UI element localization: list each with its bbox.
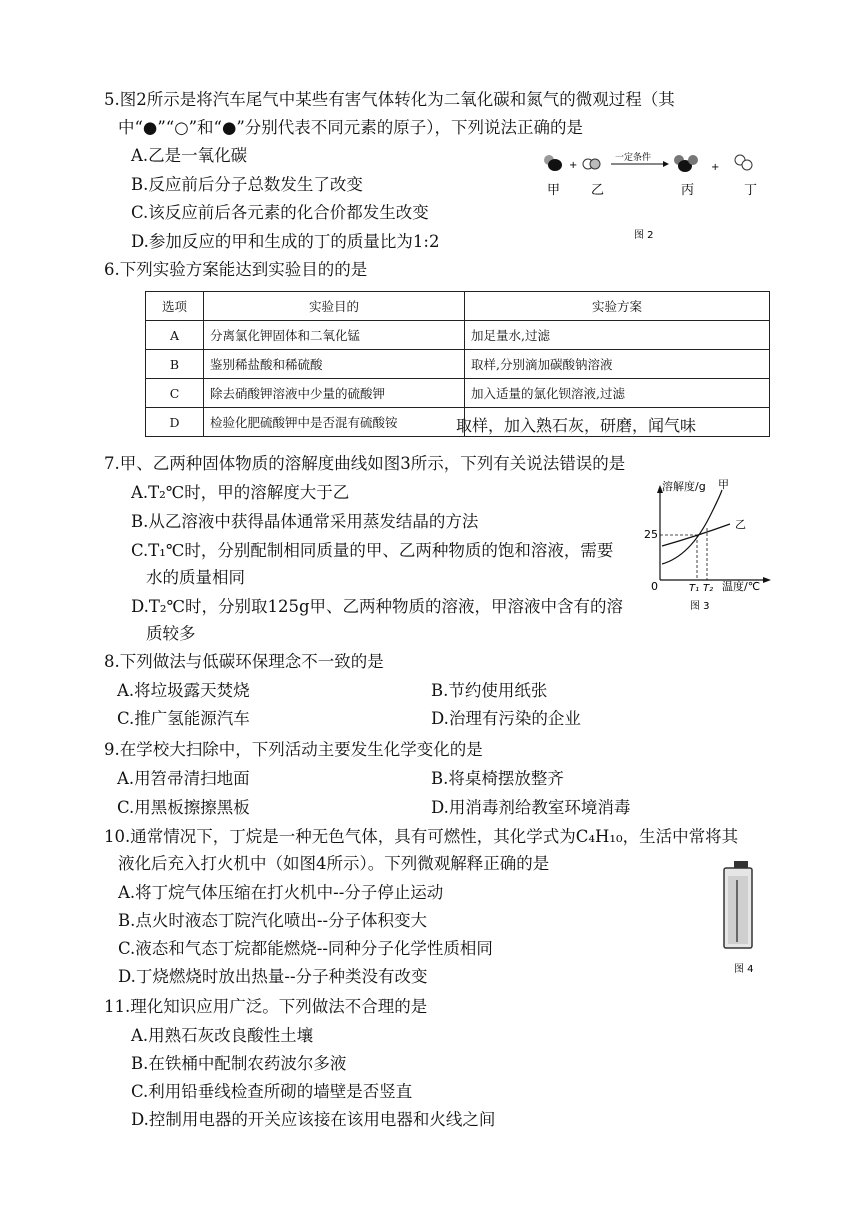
q7-stem: 7.甲、乙两种固体物质的溶解度曲线如图3所示，下列有关说法错误的是	[104, 454, 626, 473]
q5-option-a: A.乙是一氧化碳	[131, 146, 248, 165]
q5-option-c: C.该反应前后各元素的化合价都发生改变	[131, 203, 429, 222]
figure-3-solubility-curve	[638, 478, 778, 618]
svg-text:+: +	[569, 160, 578, 171]
q5-option-b: B.反应前后分子总数发生了改变	[131, 175, 363, 194]
q9-stem: 9.在学校大扫除中，下列活动主要发生化学变化的是	[104, 740, 483, 759]
row-option: B	[146, 350, 204, 379]
table-row	[146, 321, 770, 350]
q5-option-d: D.参加反应的甲和生成的丁的质量比为1:2	[131, 232, 440, 251]
q7-option-a: A.T₂℃时，甲的溶解度大于乙	[131, 483, 350, 502]
lighter-liquid-icon	[728, 876, 748, 944]
figure-4-lighter	[720, 858, 770, 978]
series-label-jia: 甲	[718, 478, 729, 491]
row-purpose: 鉴别稀盐酸和稀硫酸	[204, 350, 465, 379]
table-header-row	[146, 292, 770, 321]
figure-4-caption: 图 4	[734, 964, 754, 975]
row-option: C	[146, 379, 204, 408]
q9-option-a: A.用笤帚清扫地面	[117, 769, 250, 788]
row-plan: 加入适量的氯化钡溶液,过滤	[465, 379, 770, 408]
q5-stem-line1: 5.图2所示是将汽车尾气中某些有害气体转化为二氧化碳和氮气的微观过程（其	[104, 90, 675, 109]
q9-option-c: C.用黑板擦擦黑板	[117, 798, 250, 817]
table-row	[146, 379, 770, 408]
q10-option-d: D.丁烧燃烧时放出热量--分子种类没有改变	[118, 967, 428, 986]
row-purpose: 分离氯化钾固体和二氧化锰	[204, 321, 465, 350]
label-ding: 丁	[744, 183, 758, 198]
q6-stem: 6.下列实验方案能达到实验目的的是	[104, 260, 368, 279]
figure-3-caption: 图 3	[690, 601, 710, 612]
x-tick-t2: T₂	[703, 583, 714, 594]
q7-option-b: B.从乙溶液中获得晶体通常采用蒸发结晶的方法	[131, 512, 479, 531]
row-purpose: 除去硝酸钾溶液中少量的硫酸钾	[204, 379, 465, 408]
row-option: A	[146, 321, 204, 350]
atom-black-icon	[548, 159, 562, 171]
atom-gray-icon	[688, 155, 698, 165]
table-row	[146, 350, 770, 379]
label-bing: 丙	[681, 183, 695, 198]
reaction-condition: 一定条件	[615, 153, 652, 163]
row-plan: 加足量水,过滤	[465, 321, 770, 350]
q7-option-c-line1: C.T₁℃时，分别配制相同质量的甲、乙两种物质的饱和溶液，需要	[131, 541, 614, 560]
q10-stem-line2: 液化后充入打火机中（如图4所示）。下列微观解释正确的是	[118, 854, 550, 873]
label-yi: 乙	[591, 183, 605, 198]
x-axis-label: 温度/℃	[722, 580, 761, 593]
q7-option-d-line1: D.T₂℃时，分别取125g甲、乙两种物质的溶液，甲溶液中含有的溶	[131, 597, 624, 616]
svg-text:+: +	[711, 162, 720, 173]
q8-option-a: A.将垃圾露天焚烧	[117, 681, 250, 700]
label-jia: 甲	[547, 183, 561, 198]
atom-gray-icon	[590, 159, 600, 169]
header-option: 选项	[146, 292, 204, 321]
q10-stem-line1: 10.通常情况下，丁烷是一种无色气体，具有可燃性，其化学式为C₄H₁₀，生活中常将其	[104, 827, 739, 846]
q5-stem-line2: 中“●”“○”和“●”分别代表不同元素的原子），下列说法正确的是	[118, 118, 584, 137]
x-tick-t1: T₁	[689, 583, 700, 594]
y-tick-25: 25	[644, 528, 658, 541]
q10-option-c: C.液态和气态丁烷都能燃烧--同种分子化学性质相同	[118, 939, 493, 958]
q9-option-b: B.将桌椅摆放整齐	[431, 769, 564, 788]
q8-option-d: D.治理有污染的企业	[431, 709, 581, 728]
q11-option-a: A.用熟石灰改良酸性土壤	[131, 1026, 314, 1045]
row-purpose: 检验化肥硫酸钾中是否混有硫酸铵	[204, 408, 465, 437]
header-plan: 实验方案	[465, 292, 770, 321]
q11-option-b: B.在铁桶中配制农药波尔多液	[131, 1054, 347, 1073]
row-d-plan-overflow: 取样，加入熟石灰，研磨，闻气味	[456, 416, 697, 435]
series-label-yi: 乙	[735, 518, 746, 531]
figure-2-caption: 图 2	[634, 230, 654, 241]
figure-2-reaction-diagram	[535, 148, 780, 248]
q11-option-c: C.利用铅垂线检查所砌的墙壁是否竖直	[131, 1082, 413, 1101]
atom-white-icon	[742, 160, 752, 170]
q11-stem: 11.理化知识应用广泛。下列做法不合理的是	[104, 997, 428, 1016]
row-plan: 取样,分别滴加碳酸钠溶液	[465, 350, 770, 379]
q11-option-d: D.控制用电器的开关应该接在该用电器和火线之间	[131, 1110, 496, 1129]
q8-stem: 8.下列做法与低碳环保理念不一致的是	[104, 652, 384, 671]
q8-option-b: B.节约使用纸张	[431, 681, 548, 700]
curve-jia	[662, 490, 722, 564]
row-option: D	[146, 408, 204, 437]
q8-option-c: C.推广氢能源汽车	[117, 709, 250, 728]
y-axis-label: 溶解度/g	[662, 480, 706, 493]
q9-option-d: D.用消毒剂给教室环境消毒	[431, 798, 631, 817]
q7-option-d-line2: 质较多	[146, 624, 196, 643]
q10-option-b: B.点火时液态丁院汽化喷出--分子体积变大	[118, 911, 428, 930]
q10-option-a: A.将丁烷气体压缩在打火机中--分子停止运动	[118, 883, 444, 902]
origin-label: 0	[651, 580, 658, 593]
header-purpose: 实验目的	[204, 292, 465, 321]
q7-option-c-line2: 水的质量相同	[146, 568, 245, 587]
